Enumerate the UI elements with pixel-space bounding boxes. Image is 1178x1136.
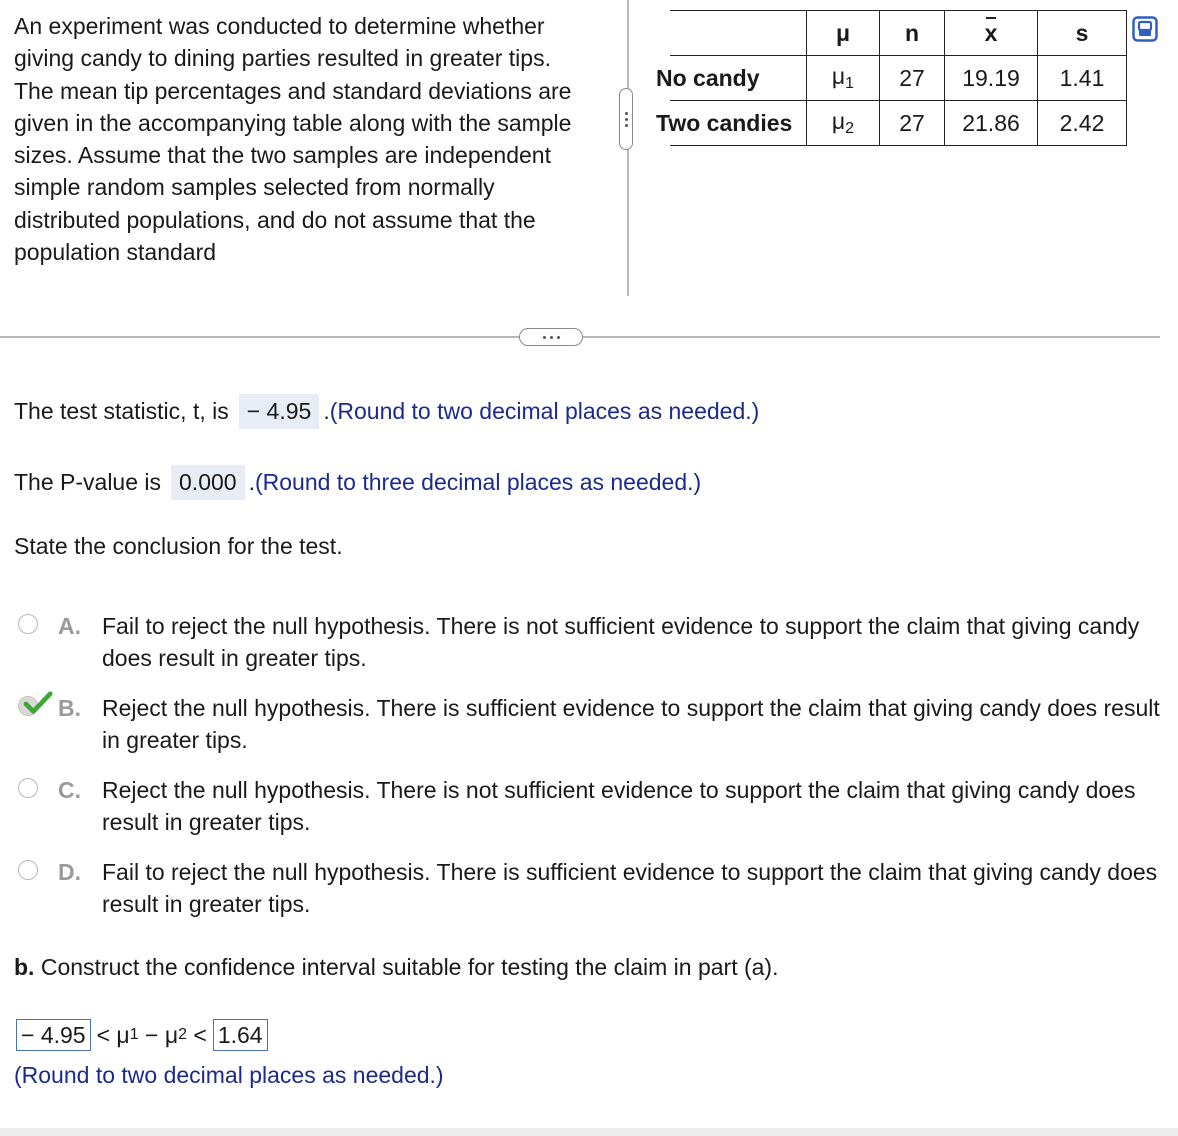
- header-n: n: [880, 11, 945, 56]
- data-table-panel: [656, 10, 1128, 138]
- header-s: s: [1038, 11, 1127, 56]
- radio-a[interactable]: [18, 614, 38, 634]
- ci-lower-input[interactable]: − 4.95: [16, 1019, 91, 1051]
- data-table: [656, 10, 1127, 146]
- vertical-resize-handle[interactable]: [619, 88, 633, 150]
- table-corner: [670, 11, 807, 56]
- problem-statement: An experiment was conducted to determine whether giving candy to dining parties resulted in greater tips. The mean tip percentages and standard deviations are given in the accompanying table along with the sample sizes. Assume that the two samples are independent simple random samples selected from normally distributed populations, and do not assume that the population standard: [14, 13, 572, 266]
- p-value-answer[interactable]: 0.000: [171, 465, 245, 500]
- row-xbar: 19.19: [945, 56, 1038, 101]
- row-n: 27: [880, 101, 945, 146]
- ci-hint: (Round to two decimal places as needed.): [14, 1062, 444, 1088]
- row-label: Two candies: [670, 101, 807, 146]
- row-xbar: 21.86: [945, 101, 1038, 146]
- row-mu: $\mu_2$: [807, 101, 880, 146]
- test-statistic-answer[interactable]: − 4.95: [239, 394, 320, 429]
- confidence-interval: [16, 1016, 268, 1054]
- row-mu: $\mu_1$: [807, 56, 880, 101]
- part-b-prompt: b. Construct the confidence interval suitable for testing the claim in part (a).: [14, 954, 779, 980]
- horizontal-resize-handle[interactable]: [519, 328, 583, 346]
- header-mu: μ: [807, 11, 880, 56]
- p-value-hint: (Round to three decimal places as needed.): [254, 469, 702, 495]
- radio-c[interactable]: [18, 778, 38, 798]
- row-n: 27: [880, 56, 945, 101]
- ci-expression: < μ 1 − μ 2 <: [96, 1021, 207, 1048]
- row-s: 1.41: [1038, 56, 1127, 101]
- correct-check-icon: [22, 690, 56, 718]
- table-row: [670, 56, 1127, 101]
- ci-upper-input[interactable]: 1.64: [213, 1019, 268, 1051]
- header-xbar: x: [945, 11, 1038, 56]
- p-value-line: The P-value is 0.000 . (Round to three decimal places as needed.): [14, 465, 701, 500]
- table-row: [670, 101, 1127, 146]
- row-label: No candy: [670, 56, 807, 101]
- radio-d[interactable]: [18, 860, 38, 880]
- test-statistic-line: The test statistic, t, is − 4.95 . (Round to two decimal places as needed.): [14, 394, 759, 429]
- row-s: 2.42: [1038, 101, 1127, 146]
- copy-icon[interactable]: [1132, 16, 1158, 42]
- conclusion-prompt: State the conclusion for the test.: [14, 533, 343, 559]
- bottom-bar: [0, 1128, 1178, 1136]
- test-statistic-hint: (Round to two decimal places as needed.): [329, 398, 760, 424]
